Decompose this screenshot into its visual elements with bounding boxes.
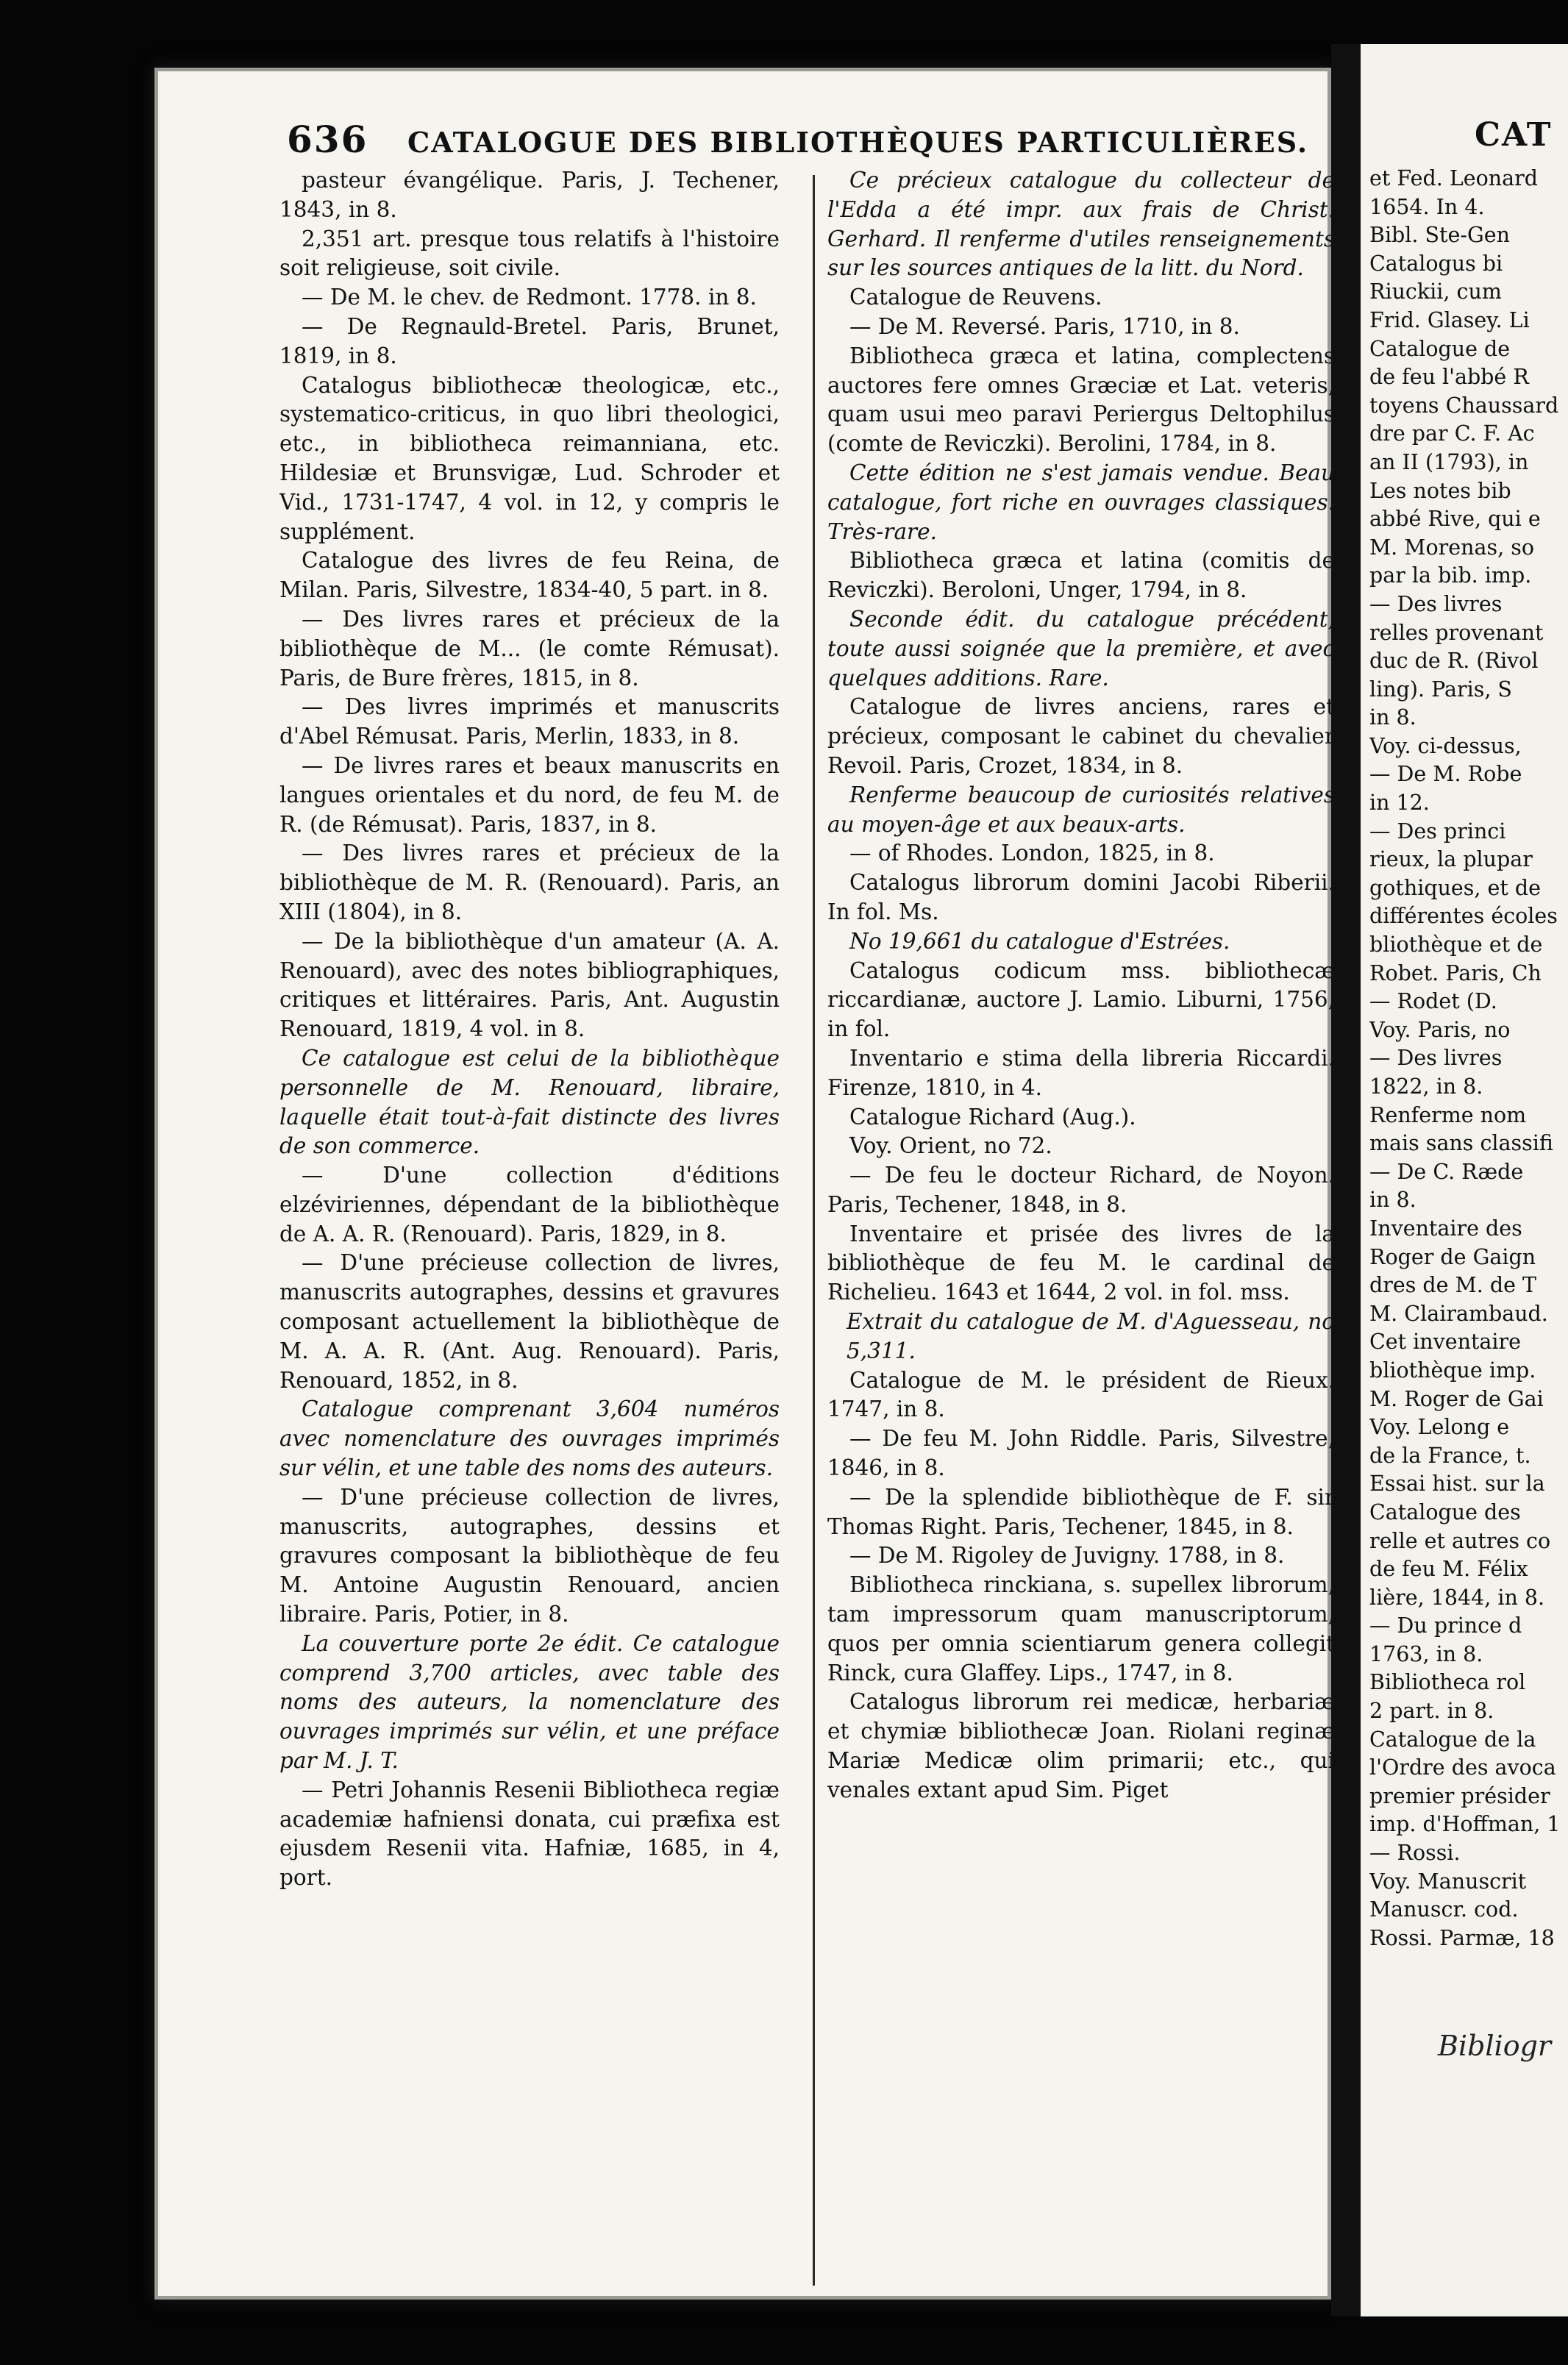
next-page-line: M. Roger de Gai xyxy=(1369,1386,1544,1411)
next-page-line: — De C. Ræde xyxy=(1369,1159,1524,1184)
right-column-entry: Catalogus codicum mss. bibliothecæ riccardianæ, auctore J. Lamio. Liburni, 1756, in fol. xyxy=(827,957,1335,1042)
next-page-line: M. Morenas, so xyxy=(1369,535,1535,560)
next-page-line: — Rodet (D. xyxy=(1369,989,1497,1014)
next-page-line: relles provenant xyxy=(1369,620,1544,645)
next-page-line: Inventaire des xyxy=(1369,1216,1522,1241)
next-page-line: rieux, la plupar xyxy=(1369,847,1533,872)
next-page-line: abbé Rive, qui e xyxy=(1369,507,1541,532)
right-column-entry: Catalogue de Reuvens. xyxy=(849,285,1102,310)
left-column-entry: 2,351 art. presque tous relatifs à l'histoire soit religieuse, soit civile. xyxy=(279,226,780,281)
right-column-entry: — De feu M. John Riddle. Paris, Silvestre, 1846, in 8. xyxy=(827,1426,1335,1481)
left-column-entry: pasteur évangélique. Paris, J. Techener, 1843, in 8. xyxy=(279,168,780,222)
next-page-running-head: CAT xyxy=(1475,116,1553,154)
page-number: 636 xyxy=(287,118,368,161)
right-column-entry: Catalogue de livres anciens, rares et précieux, composant le cabinet du chevalier Revoil. Paris, Crozet, 1834, in 8. xyxy=(827,694,1335,778)
left-column xyxy=(279,166,780,2284)
left-column-entry: — De Regnauld-Bretel. Paris, Brunet, 1819, in 8. xyxy=(279,313,780,368)
next-page-line: ling). Paris, S xyxy=(1369,677,1512,702)
next-page-line: Robet. Paris, Ch xyxy=(1369,960,1542,985)
next-page-line: duc de R. (Rivol xyxy=(1369,649,1539,674)
left-column-entry: Catalogus bibliothecæ theologicæ, etc., systematico-criticus, in quo libri theologici, etc., in bibliotheca reimanniana, etc. Hildesiæ et Brunsvigæ, Lud. Schroder et Vid., 1731-1747, 4 vol. in 12, y compris le supplément. xyxy=(279,372,780,544)
next-page-line: Manuscr. cod. xyxy=(1369,1897,1519,1922)
next-page-line: Catalogus bi xyxy=(1369,251,1503,276)
running-head-title: CATALOGUE DES BIBLIOTHÈQUES PARTICULIÈRES. xyxy=(407,126,1309,159)
next-page-line: Bibliotheca rol xyxy=(1369,1670,1526,1695)
next-page-line: in 8. xyxy=(1369,1188,1416,1213)
next-page-line: an II (1793), in xyxy=(1369,449,1529,474)
next-page-line: imp. d'Hoffman, 1 xyxy=(1369,1812,1561,1837)
next-page-line: toyens Chaussard xyxy=(1369,393,1559,418)
next-page-line: Catalogue des xyxy=(1369,1499,1521,1524)
next-page-line: — Du prince d xyxy=(1369,1613,1522,1638)
next-page-line: 1763, in 8. xyxy=(1369,1641,1483,1666)
next-page-line: par la bib. imp. xyxy=(1369,563,1532,588)
next-page-line: et Fed. Leonard xyxy=(1369,166,1538,190)
right-column-note: No 19,661 du catalogue d'Estrées. xyxy=(849,928,1230,954)
next-page-line: Bibl. Ste-Gen xyxy=(1369,223,1510,248)
next-page-line: Roger de Gaign xyxy=(1369,1244,1536,1269)
right-column-note: Renferme beaucoup de curiosités relatives au moyen-âge et aux beaux-arts. xyxy=(827,782,1335,837)
right-column-note: Cette édition ne s'est jamais vendue. Beau catalogue, fort riche en ouvrages classiques. Très-rare. xyxy=(827,460,1335,544)
next-page-line: M. Clairambaud. xyxy=(1369,1301,1548,1326)
right-column-note: Seconde édit. du catalogue précédent, toute aussi soignée que la première, et avec quelques additions. Rare. xyxy=(827,606,1335,691)
left-column-entry: — Petri Johannis Resenii Bibliotheca regiæ academiæ hafniensi donata, cui præfixa est ejusdem Resenii vita. Hafniæ, 1685, in 4, port. xyxy=(279,1777,780,1891)
next-page-line: lière, 1844, in 8. xyxy=(1369,1585,1545,1610)
next-page-line: Frid. Glasey. Li xyxy=(1369,307,1530,332)
next-page-line: différentes écoles xyxy=(1369,904,1558,929)
next-page-line: mais sans classifi xyxy=(1369,1131,1553,1156)
next-page-line: in 8. xyxy=(1369,705,1416,730)
left-column-entry: — De la bibliothèque d'un amateur (A. A. Renouard), avec des notes bibliographiques, critiques et littéraires. Paris, Ant. Augustin Renouard, 1819, 4 vol. in 8. xyxy=(279,928,780,1042)
next-page-line: Cet inventaire xyxy=(1369,1330,1522,1355)
right-column-entry: — De la splendide bibliothèque de F. sir Thomas Right. Paris, Techener, 1845, in 8. xyxy=(827,1484,1335,1539)
page-gutter xyxy=(1331,44,1361,2316)
next-page-line: Rossi. Parmæ, 18 xyxy=(1369,1925,1555,1950)
left-column-entry: — D'une collection d'éditions elzéviriennes, dépendant de la bibliothèque de A. A. R. (Renouard). Paris, 1829, in 8. xyxy=(279,1163,780,1246)
right-column-entry: Catalogus librorum rei medicæ, herbariæ et chymiæ bibliothecæ Joan. Riolani reginæ Mariæ Medicæ olim primarii; etc., qui venales extant apud Sim. Piget xyxy=(827,1689,1335,1802)
next-page-line: de feu l'abbé R xyxy=(1369,365,1529,390)
next-page-line: dres de M. de T xyxy=(1369,1273,1537,1298)
right-column-entry: Voy. Orient, no 72. xyxy=(849,1133,1052,1159)
next-page-line: bliothèque et de xyxy=(1369,932,1543,957)
left-column-entry: — De M. le chev. de Redmont. 1778. in 8. xyxy=(302,285,757,310)
left-column-entry: — D'une précieuse collection de livres, manuscrits autographes, dessins et gravures composant actuellement la bibliothèque de M. A. A. R. (Ant. Aug. Renouard). Paris, Renouard, 1852, in 8. xyxy=(279,1250,780,1393)
right-column-entry: Bibliotheca græca et latina, complectens auctores fere omnes Græciæ et Lat. veteris, quam usui meo paravi Periergus Deltophilus (comte de Reviczki). Berolini, 1784, in 8. xyxy=(827,343,1335,457)
next-page-line: de la France, t. xyxy=(1369,1443,1531,1468)
next-page-line: 1822, in 8. xyxy=(1369,1074,1483,1099)
next-page-line: Voy. ci-dessus, xyxy=(1369,733,1522,758)
left-column-entry: — Des livres rares et précieux de la bibliothèque de M... (le comte Rémusat). Paris, de Bure frères, 1815, in 8. xyxy=(279,606,780,691)
next-page-line: dre par C. F. Ac xyxy=(1369,421,1535,446)
next-page-line: Riuckii, cum xyxy=(1369,279,1502,304)
next-page-line: Voy. Manuscrit xyxy=(1369,1869,1527,1894)
next-page-line: — Rossi. xyxy=(1369,1841,1461,1866)
left-column-note: Ce catalogue est celui de la bibliothèque personnelle de M. Renouard, libraire, laquelle était tout-à-fait distincte des livres de son commerce. xyxy=(279,1045,780,1159)
next-page-line: Catalogue de la xyxy=(1369,1727,1536,1752)
next-page-line: 2 part. in 8. xyxy=(1369,1699,1494,1724)
column-rule xyxy=(813,175,815,2286)
next-page-line: in 12. xyxy=(1369,791,1430,816)
right-column-entry: Catalogue Richard (Aug.). xyxy=(849,1104,1136,1130)
next-page-line: Renferme nom xyxy=(1369,1102,1527,1127)
catchword: Bibliogr xyxy=(1438,2030,1552,2062)
right-column-entry: Inventaire et prisée des livres de la bibliothèque de feu M. le cardinal de Richelieu. 1643 et 1644, 2 vol. in fol. mss. xyxy=(827,1221,1335,1305)
left-column-note: Catalogue comprenant 3,604 numéros avec nomenclature des ouvrages imprimés sur vélin, et une table des noms des auteurs. xyxy=(279,1396,780,1481)
right-column-note: Ce précieux catalogue du collecteur de l'Edda a été impr. aux frais de Christ. Gerhard. Il renferme d'utiles renseignements sur les sources antiques de la litt. du Nord. xyxy=(827,168,1335,281)
right-column-entry: Bibliotheca græca et latina (comitis de Reviczki). Beroloni, Unger, 1794, in 8. xyxy=(827,548,1335,603)
next-page-line: — De M. Robe xyxy=(1369,762,1522,787)
next-page-line: — Des livres xyxy=(1369,591,1503,616)
left-column-entry: — Des livres rares et précieux de la bibliothèque de M. R. (Renouard). Paris, an XIII (1804), in 8. xyxy=(279,841,780,924)
left-column-entry: — D'une précieuse collection de livres, manuscrits, autographes, dessins et gravures composant la bibliothèque de feu M. Antoine Augustin Renouard, ancien libraire. Paris, Potier, in 8. xyxy=(279,1484,780,1627)
right-column xyxy=(827,166,1335,2284)
next-page-column xyxy=(1369,165,1568,2297)
right-column-entry: — of Rhodes. London, 1825, in 8. xyxy=(849,841,1215,866)
right-column-note: Extrait du catalogue de M. d'Aguesseau, no 5,311. xyxy=(847,1309,1335,1363)
left-column-entry: — De livres rares et beaux manuscrits en langues orientales et du nord, de feu M. de R. (de Rémusat). Paris, 1837, in 8. xyxy=(279,752,780,837)
right-column-entry: Catalogue de M. le président de Rieux. 1747, in 8. xyxy=(827,1367,1335,1422)
next-page-line: Voy. Lelong e xyxy=(1369,1415,1510,1440)
next-page-line: gothiques, et de xyxy=(1369,875,1542,900)
right-column-entry: — De M. Reversé. Paris, 1710, in 8. xyxy=(849,313,1240,339)
next-page-line: bliothèque imp. xyxy=(1369,1358,1536,1383)
next-page-line: Voy. Paris, no xyxy=(1369,1017,1511,1042)
right-column-entry: — De M. Rigoley de Juvigny. 1788, in 8. xyxy=(849,1543,1285,1569)
next-page-line: l'Ordre des avoca xyxy=(1369,1755,1556,1780)
next-page-line: Essai hist. sur la xyxy=(1369,1472,1545,1497)
next-page-line: — Des livres xyxy=(1369,1046,1503,1071)
next-page-line: premier présider xyxy=(1369,1783,1550,1808)
right-column-entry: Inventario e stima della libreria Riccardi. Firenze, 1810, in 4. xyxy=(827,1045,1335,1100)
left-column-entry: Catalogue des livres de feu Reina, de Milan. Paris, Silvestre, 1834-40, 5 part. in 8. xyxy=(279,548,780,603)
next-page-line: 1654. In 4. xyxy=(1369,194,1485,219)
next-page-line: Catalogue de xyxy=(1369,336,1511,361)
left-column-entry: — Des livres imprimés et manuscrits d'Abel Rémusat. Paris, Merlin, 1833, in 8. xyxy=(279,694,780,749)
next-page-line: relle et autres co xyxy=(1369,1528,1551,1553)
next-page-line: de feu M. Félix xyxy=(1369,1557,1528,1582)
left-column-note: La couverture porte 2e édit. Ce catalogue comprend 3,700 articles, avec table des noms des auteurs, la nomenclature des ouvrages imprimés sur vélin, et une préface par M. J. T. xyxy=(279,1630,780,1774)
next-page-line: — Des princi xyxy=(1369,818,1506,843)
right-column-entry: Bibliotheca rinckiana, s. supellex librorum, tam impressorum quam manuscriptorum, quos per omnia scientiarum genera collegit Rinck, cura Glaffey. Lips., 1747, in 8. xyxy=(827,1572,1335,1686)
next-page-line: Les notes bib xyxy=(1369,478,1511,503)
right-column-entry: Catalogus librorum domini Jacobi Riberii. In fol. Ms. xyxy=(827,870,1335,924)
right-column-entry: — De feu le docteur Richard, de Noyon. Paris, Techener, 1848, in 8. xyxy=(827,1163,1335,1217)
